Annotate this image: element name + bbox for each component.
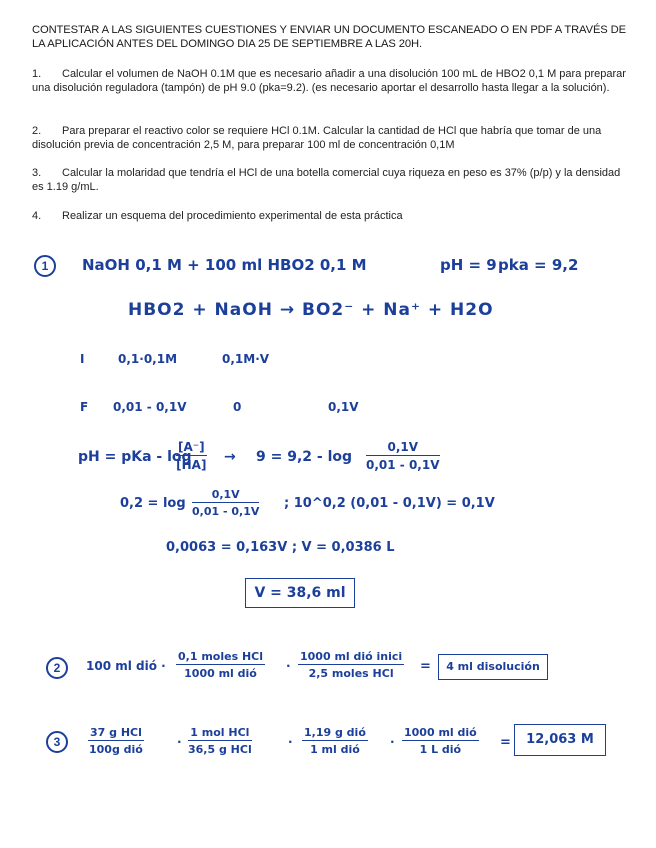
- row-final-salt: 0,1V: [328, 400, 359, 414]
- question-text: Calcular el volumen de NaOH 0.1M que es necesario añadir a una disolución 100 mL de HBO2 0,1 M para preparar una disolución reguladora (tampón) de pH 9.0 (pka=9.2). (es necesario aportar el desarrollo hasta llegar a la solución).: [32, 68, 626, 94]
- fraction-denominator: 1 ml dió: [310, 743, 360, 756]
- fraction-denominator: 1 L dió: [419, 743, 462, 756]
- question-number: 1.: [32, 68, 42, 80]
- question-2: [32, 124, 632, 152]
- question-1: [32, 67, 632, 95]
- question-text: Realizar un esquema del procedimiento experimental de esta práctica: [62, 210, 403, 222]
- answer-3-fraction-1: [88, 726, 144, 756]
- fraction-denominator: [HA]: [176, 458, 207, 472]
- dot-operator: ·: [288, 735, 293, 749]
- answer-3-fraction-4: [402, 726, 479, 756]
- fraction-denominator: 0,01 - 0,1V: [366, 458, 440, 472]
- fraction-numerator: 1000 ml dió inici: [300, 650, 403, 663]
- answer-3-fraction-3: [302, 726, 368, 756]
- answer-3-fraction-2: [188, 726, 252, 756]
- dot-operator: ·: [390, 735, 395, 749]
- question-number: 4.: [32, 210, 42, 222]
- log-equation-right: ; 10^0,2 (0,01 - 0,1V) = 0,1V: [284, 496, 495, 511]
- row-final-acid: 0,01 - 0,1V: [113, 400, 187, 414]
- fraction-numerator: 0,1 moles HCl: [178, 650, 263, 663]
- fraction-denominator: 36,5 g HCl: [188, 743, 252, 756]
- log-equation-left: 0,2 = log: [120, 496, 186, 511]
- dot-operator: ·: [286, 659, 291, 673]
- answer-2-result: 4 ml disolución: [438, 654, 548, 680]
- log-equation-fraction: [192, 488, 259, 518]
- fraction-denominator: 2,5 moles HCl: [308, 667, 394, 680]
- answer-3-marker: 3: [46, 731, 68, 753]
- fraction-denominator: 1000 ml dió: [184, 667, 257, 680]
- henderson-right: 9 = 9,2 - log: [256, 449, 353, 465]
- answer-2-start: 100 ml dió ·: [86, 659, 166, 673]
- instructions-header: CONTESTAR A LAS SIGUIENTES CUESTIONES Y ENVIAR UN DOCUMENTO ESCANEADO O EN PDF A TRAVÉS DE LA APLICACIÓN ANTES DEL DOMINGO DIA 25 DE SEPTIEMBRE A LAS 20H.: [32, 24, 627, 50]
- fraction-numerator: 1 mol HCl: [188, 726, 252, 741]
- fraction-numerator: 37 g HCl: [90, 726, 142, 739]
- row-initial-label: I: [80, 352, 85, 366]
- question-3: [32, 166, 632, 194]
- fraction-numerator: 1,19 g dió: [304, 726, 366, 739]
- henderson-left: pH = pKa - log: [78, 449, 192, 465]
- volume-calculation: 0,0063 = 0,163V ; V = 0,0386 L: [166, 540, 395, 555]
- arrow-symbol: →: [224, 449, 236, 465]
- answer-1-data: NaOH 0,1 M + 100 ml HBO2 0,1 M: [82, 256, 367, 274]
- fraction-denominator: 0,01 - 0,1V: [192, 505, 260, 518]
- answer-1-marker: 1: [34, 255, 56, 277]
- equals-sign: =: [420, 659, 431, 674]
- fraction-numerator: 1000 ml dió: [404, 726, 477, 739]
- dot-operator: ·: [177, 735, 182, 749]
- fraction-numerator: 0,1V: [192, 488, 259, 503]
- fraction-numerator: [A⁻]: [178, 440, 205, 454]
- fraction-numerator: 0,1V: [366, 440, 440, 456]
- reaction-equation: HBO2 + NaOH → BO2⁻ + Na⁺ + H2O: [128, 300, 494, 320]
- question-text: Para preparar el reactivo color se requiere HCl 0.1M. Calcular la cantidad de HCl que habría que tomar de una disolución previa de concentración 2,5 M, para preparar 100 ml de concentración 0,1M: [32, 125, 602, 151]
- row-initial-base: 0,1M·V: [222, 352, 270, 366]
- question-number: 3.: [32, 167, 42, 179]
- fraction-denominator: 100g dió: [89, 743, 143, 756]
- henderson-fraction: [176, 440, 207, 472]
- answer-1-pka: pka = 9,2: [498, 256, 579, 274]
- row-final-label: F: [80, 400, 89, 414]
- row-final-base: 0: [233, 400, 242, 414]
- answer-2-fraction-1: [176, 650, 265, 680]
- equals-sign: =: [500, 735, 511, 750]
- question-4: [32, 209, 632, 223]
- answer-2-fraction-2: [298, 650, 404, 680]
- answer-2-marker: 2: [46, 657, 68, 679]
- row-initial-acid: 0,1·0,1M: [118, 352, 178, 366]
- question-text: Calcular la molaridad que tendría el HCl de una botella comercial cuya riqueza en peso es 37% (p/p) y la densidad es 1.19 g/mL.: [32, 167, 621, 193]
- answer-1-ph: pH = 9: [440, 256, 497, 274]
- answer-3-result: 12,063 M: [514, 724, 606, 756]
- henderson-right-fraction: [366, 440, 440, 472]
- answer-1-result: V = 38,6 ml: [245, 578, 355, 608]
- question-number: 2.: [32, 125, 42, 137]
